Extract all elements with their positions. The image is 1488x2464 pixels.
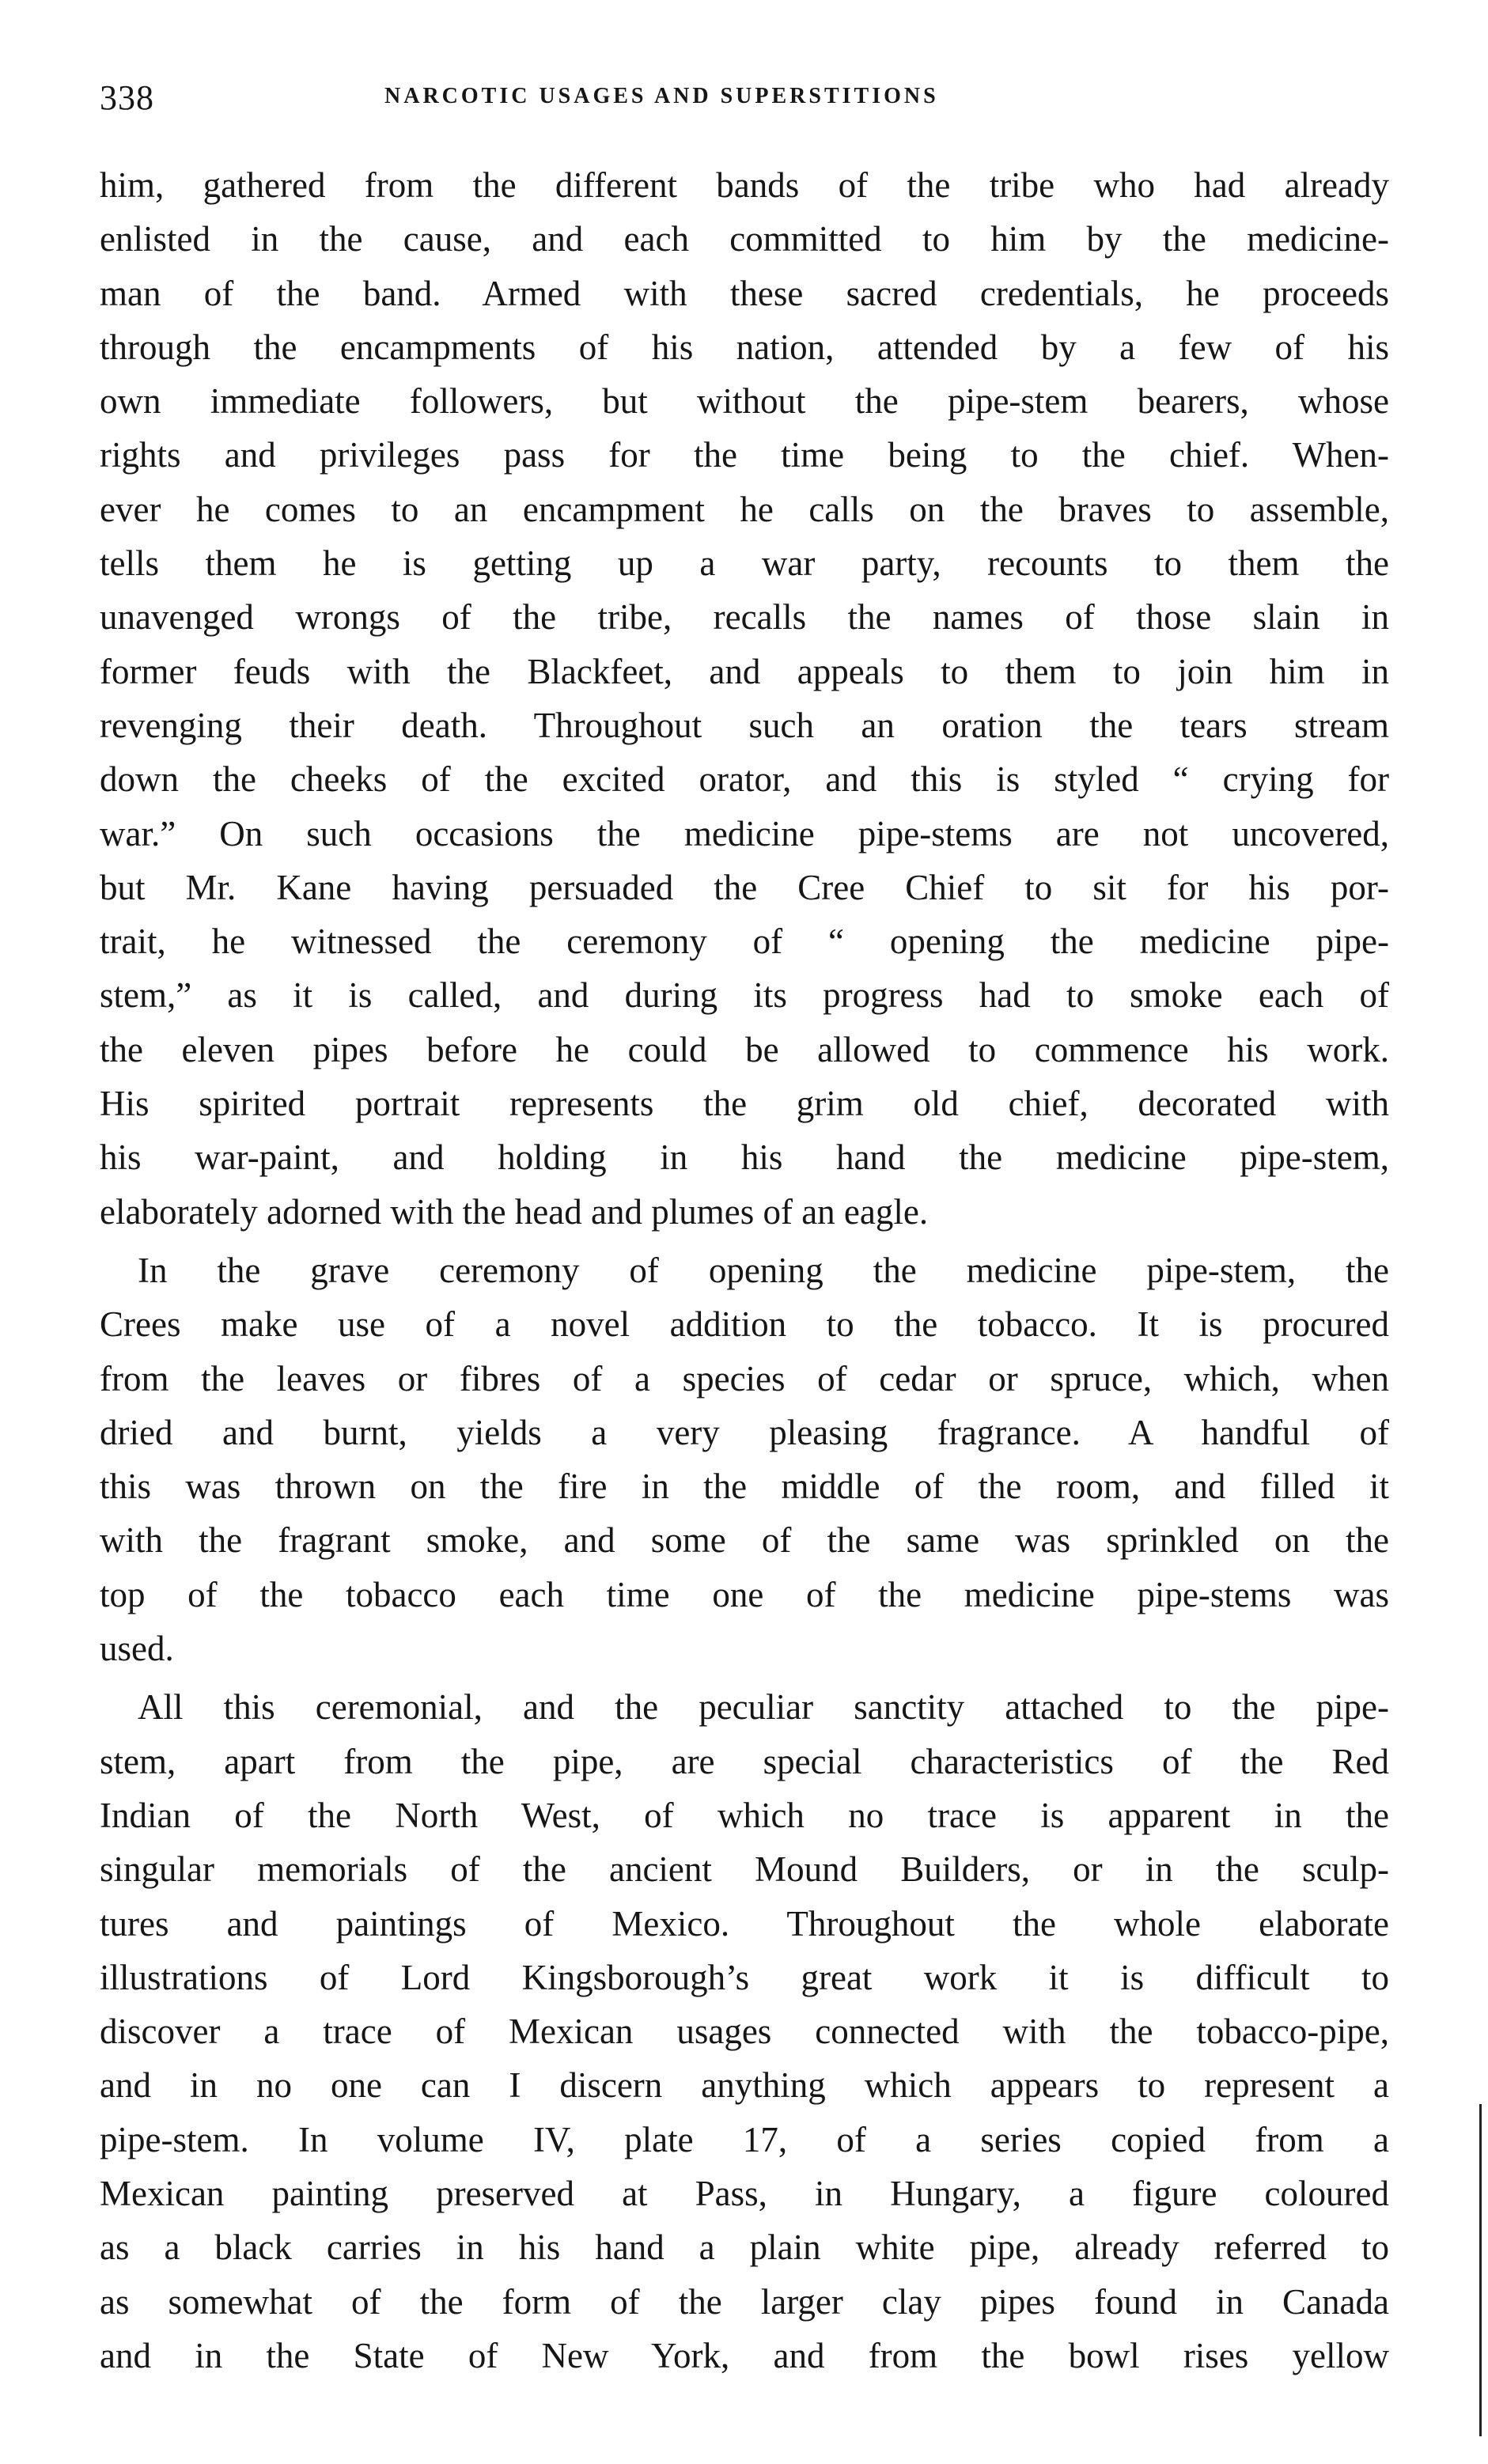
text-line: used. [100,1629,174,1669]
text-line: as a black carries in his hand a plain white pipe, already referred to [100,2227,1389,2268]
text-line: enlisted in the cause, and each committed to him by the medicine- [100,219,1389,259]
text-line: him, gathered from the different bands of the tribe who had already [100,165,1389,205]
text-line: In the grave ceremony of opening the medicine pipe-stem, the [138,1250,1389,1290]
text-line: illustrations of Lord Kingsborough’s great work it is difficult to [100,1957,1389,1997]
text-line: ever he comes to an encampment he calls on the braves to assemble, [100,489,1389,529]
page-number: 338 [100,78,154,117]
text-line: singular memorials of the ancient Mound Builders, or in the sculp- [100,1849,1389,1890]
text-line: as somewhat of the form of the larger clay pipes found in Canada [100,2281,1389,2322]
text-line: but Mr. Kane having persuaded the Cree Chief to sit for his por- [100,867,1389,907]
text-line: tures and paintings of Mexico. Throughout the whole elaborate [100,1903,1389,1944]
body-text [100,158,1389,2383]
running-head [100,78,1389,125]
text-line: stem,” as it is called, and during its progress had to smoke each of [100,975,1389,1016]
text-line: from the leaves or fibres of a species of cedar or spruce, which, when [100,1358,1389,1399]
text-line: His spirited portrait represents the grim old chief, decorated with [100,1084,1389,1124]
text-line: his war-paint, and holding in his hand the medicine pipe-stem, [100,1137,1389,1178]
text-line: rights and privileges pass for the time being to the chief. When- [100,435,1389,475]
page-edge-line [1479,2104,1482,2436]
text-line: tells them he is getting up a war party, recounts to them the [100,543,1389,584]
text-line: own immediate followers, but without the pipe-stem bearers, whose [100,381,1389,422]
text-line: and in the State of New York, and from the bowl rises yellow [100,2335,1389,2375]
text-line: this was thrown on the fire in the middle of the room, and filled it [100,1467,1389,1507]
text-line: former feuds with the Blackfeet, and appeals to them to join him in [100,651,1389,691]
text-line: revenging their death. Throughout such an oration the tears stream [100,705,1389,745]
text-line: Indian of the North West, of which no trace is apparent in the [100,1795,1389,1835]
text-line: Mexican painting preserved at Pass, in Hungary, a figure coloured [100,2173,1389,2213]
text-line: All this ceremonial, and the peculiar sanctity attached to the pipe- [138,1687,1389,1728]
text-line: through the encampments of his nation, attended by a few of his [100,327,1389,367]
running-title: NARCOTIC USAGES AND SUPERSTITIONS [384,84,939,108]
paragraph [100,1680,1389,2383]
text-line: dried and burnt, yields a very pleasing fragrance. A handful of [100,1412,1389,1452]
text-line: war.” On such occasions the medicine pipe-stems are not uncovered, [100,813,1389,854]
text-line: down the cheeks of the excited orator, and this is styled “ crying for [100,759,1389,800]
text-line: and in no one can I discern anything which appears to represent a [100,2065,1389,2106]
text-line: Crees make use of a novel addition to the tobacco. It is procured [100,1304,1389,1345]
text-line: with the fragrant smoke, and some of the same was sprinkled on the [100,1520,1389,1561]
text-line: top of the tobacco each time one of the medicine pipe-stems was [100,1574,1389,1614]
text-line: pipe-stem. In volume IV, plate 17, of a series copied from a [100,2119,1389,2159]
text-line: trait, he witnessed the ceremony of “ opening the medicine pipe- [100,922,1389,962]
text-line: discover a trace of Mexican usages connected with the tobacco-pipe, [100,2012,1389,2052]
paragraph [100,158,1389,1239]
text-line: man of the band. Armed with these sacred credentials, he proceeds [100,273,1389,313]
text-line: the eleven pipes before he could be allowed to commence his work. [100,1029,1389,1069]
paragraph [100,1243,1389,1675]
text-line: stem, apart from the pipe, are special characteristics of the Red [100,1741,1389,1781]
text-line: unavenged wrongs of the tribe, recalls the names of those slain in [100,597,1389,638]
text-line: elaborately adorned with the head and plumes of an eagle. [100,1191,929,1232]
